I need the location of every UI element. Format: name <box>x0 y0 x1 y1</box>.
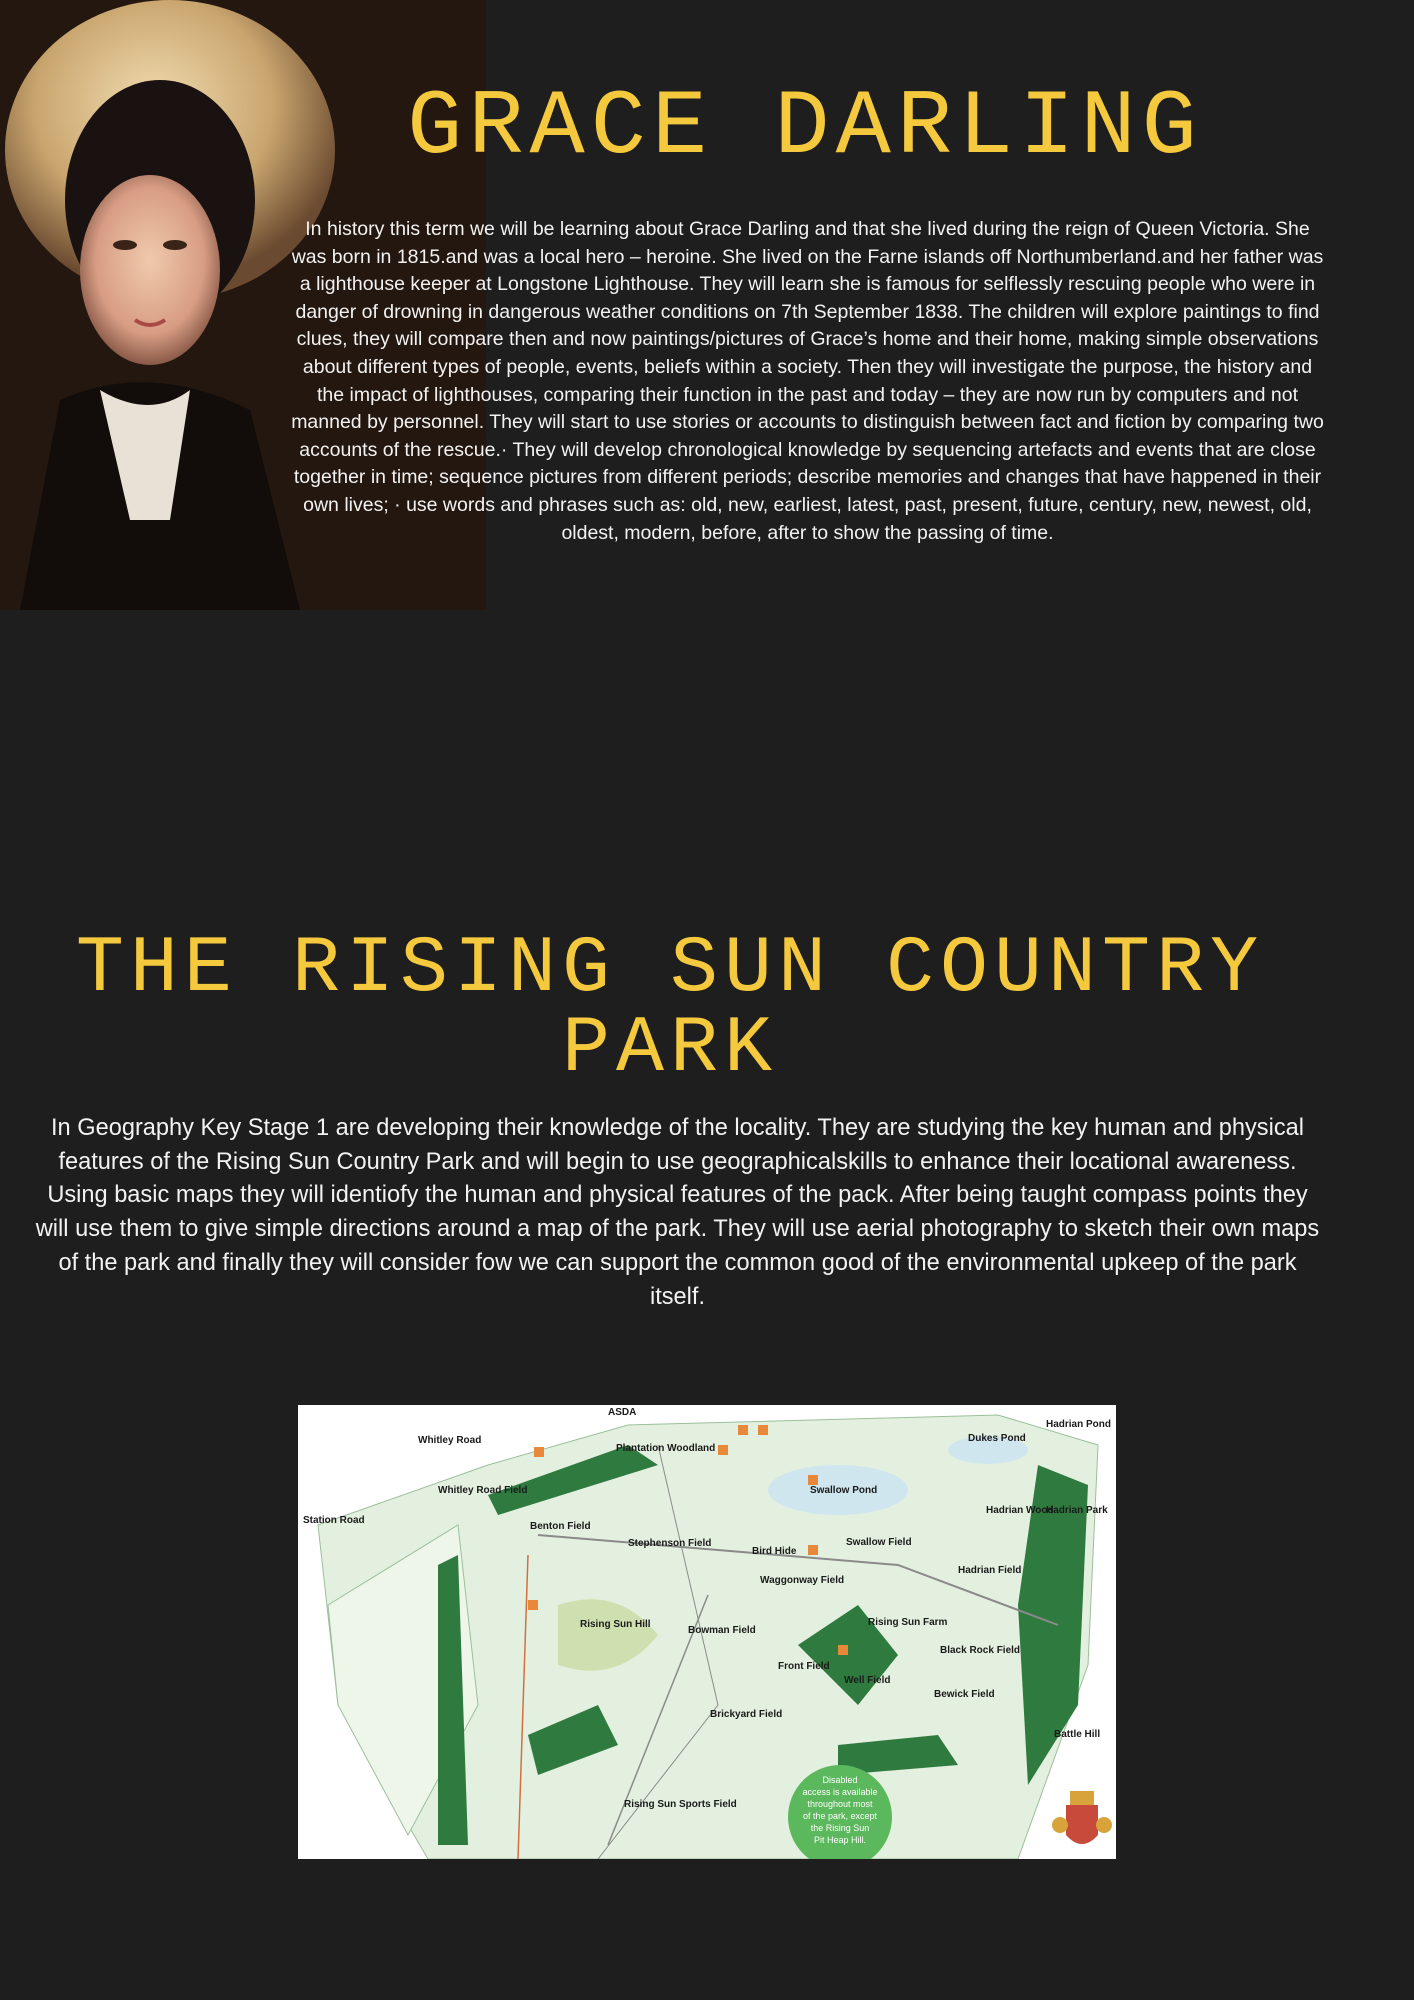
disabled-note-line: of the park, except <box>802 1811 878 1821</box>
rising-sun-description: In Geography Key Stage 1 are developing their knowledge of the locality. They are studying the key human and physical features of the Rising Sun Country Park and will begin to use geographicalskills to enhance their locational awareness. Using basic maps they will identiofy the human and physical features of the pack. After being taught compass points they will use them to give simple directions around a map of the park. They will use aerial photography to sketch their own maps of the park and finally they will consider fow we can support the common good of the environmental upkeep of the park itself. <box>35 1115 1320 1310</box>
map-label-hadrian-park: Hadrian Park <box>1046 1505 1108 1516</box>
map-label-rising-sun-farm: Rising Sun Farm <box>868 1617 948 1628</box>
rising-sun-park-map <box>298 1405 1116 1859</box>
map-label-brickyard-field: Brickyard Field <box>710 1709 783 1720</box>
disabled-note-line: Disabled <box>822 1775 858 1785</box>
map-label-front-field: Front Field <box>778 1661 830 1672</box>
map-label-stephenson-field: Stephenson Field <box>628 1538 712 1549</box>
map-label-benton-field: Benton Field <box>530 1521 591 1532</box>
grace-darling-description: In history this term we will be learning about Grace Darling and that she lived during the reign of Queen Victoria. She was born in 1815.and was a local hero – heroine. She lived on the Farne islands off Northumberland.and her father was a lighthouse keeper at Longstone Lighthouse. They will learn she is famous for selflessly rescuing people who were in danger of drowning in dangerous weather conditions on 7th September 1838. The children will explore paintings to find clues, they will compare then and now paintings/pictures of Grace’s home and their home, making simple observations about different types of people, events, beliefs within a society. Then they will investigate the purpose, the history and the impact of lighthouses, comparing their function in the past and today – they are now run by computers and not manned by personnel. They will start to use stories or accounts to distinguish between fact and fiction by comparing two accounts of the rescue.· They will develop chronological knowledge by sequencing artefacts and events that are close together in time; sequence pictures from different periods; describe memories and changes that have happened in their own lives; · use words and phrases such as: old, new, earliest, latest, past, present, future, century, new, newest, old, oldest, modern, before, after to show the passing of time. <box>291 218 1324 544</box>
map-label-rising-sun-hill: Rising Sun Hill <box>580 1619 651 1630</box>
disabled-note-line: Pit Heap Hill. <box>813 1835 867 1845</box>
map-label-swallow-field: Swallow Field <box>846 1537 912 1548</box>
map-label-well-field: Well Field <box>844 1675 891 1686</box>
map-label-hadrian-pond: Hadrian Pond <box>1046 1419 1112 1430</box>
grace-darling-title: GRACE DARLING <box>407 75 1203 180</box>
map-label-asda: ASDA <box>608 1407 637 1418</box>
map-label-waggonway-field: Waggonway Field <box>760 1575 845 1586</box>
disabled-note-line: throughout most <box>807 1799 873 1809</box>
rising-sun-title: THE RISING SUN COUNTRY PARK <box>75 924 1265 1095</box>
map-label-battle-hill: Battle Hill <box>1054 1729 1101 1740</box>
map-label-bewick-field: Bewick Field <box>934 1689 995 1700</box>
disabled-note-line: the Rising Sun <box>810 1823 870 1833</box>
map-label-station-road: Station Road <box>303 1515 365 1526</box>
map-label-whitley-road-field: Whitley Road Field <box>438 1485 528 1496</box>
map-label-bowman-field: Bowman Field <box>688 1625 756 1636</box>
map-label-bird-hide: Bird Hide <box>752 1546 797 1557</box>
disabled-note-line: access is available <box>802 1787 878 1797</box>
map-label-dukes-pond: Dukes Pond <box>968 1433 1026 1444</box>
map-label-plantation-woodland: Plantation Woodland <box>616 1443 716 1454</box>
map-label-black-rock-field: Black Rock Field <box>940 1645 1021 1656</box>
map-label-rising-sun-sports-field: Rising Sun Sports Field <box>624 1799 737 1810</box>
map-label-whitley-road: Whitley Road <box>418 1435 482 1446</box>
map-label-hadrian-field: Hadrian Field <box>958 1565 1022 1576</box>
map-label-hadrian-wood: Hadrian Wood <box>986 1505 1054 1516</box>
map-label-swallow-pond: Swallow Pond <box>810 1485 878 1496</box>
